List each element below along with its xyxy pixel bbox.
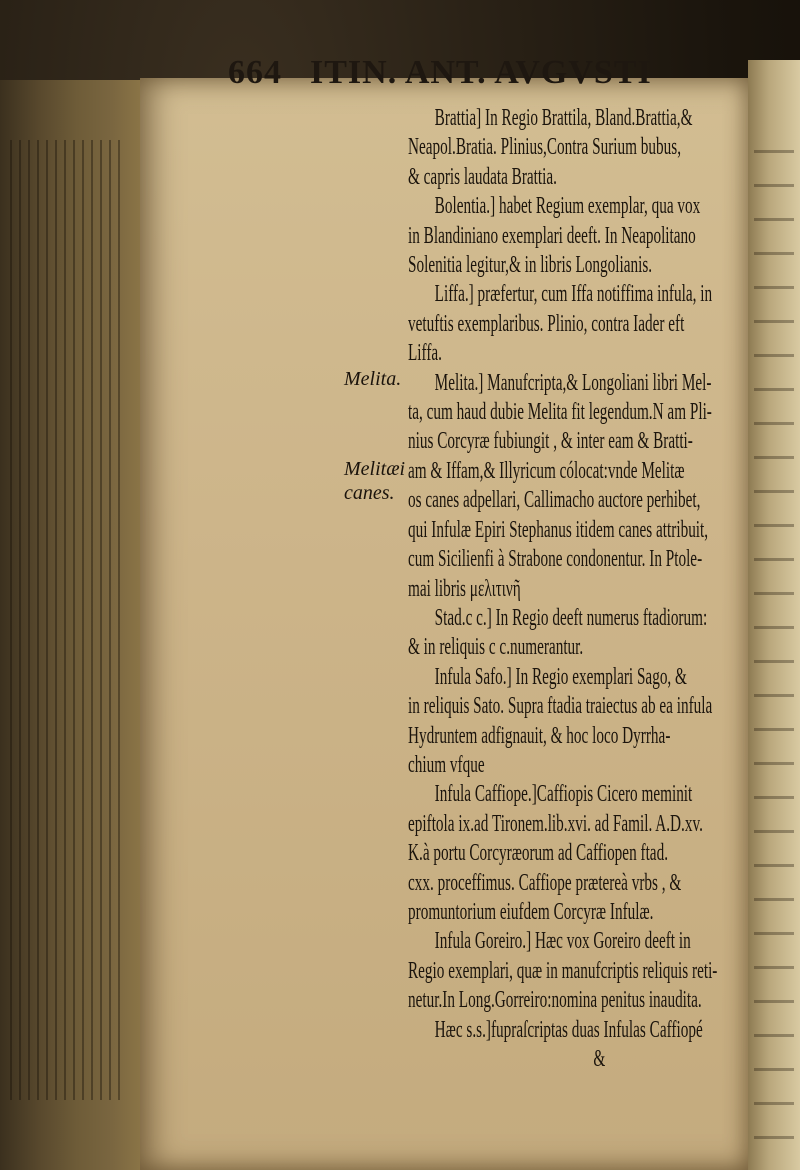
text-line: & capris laudata Brattia. — [408, 163, 557, 190]
text-line: Infula Caffiope.]Caffiopis Cicero meminit — [434, 781, 693, 808]
text-line: am & Iffam,& Illyricum cólocat:vnde Melitæ — [408, 457, 685, 484]
left-book-edge — [0, 80, 140, 1170]
text-line: K.à portu Corcyræorum ad Caffiopen ftad. — [408, 840, 669, 867]
text-line: & in reliquis c c.numerantur. — [408, 634, 584, 661]
text-line: Brattia] In Regio Brattila, Bland.Brattia,& — [434, 105, 693, 131]
text-line: mai libris μελιτινῆ — [408, 575, 521, 602]
catchword: & — [593, 1046, 606, 1072]
text-line: chium vfque — [408, 751, 485, 778]
text-line: Neapol.Bratia. Plinius,Contra Surium bubus, — [408, 134, 682, 161]
text-line: Liffa.] præfertur, cum Iffa notiffima infula, in — [434, 281, 713, 308]
text-line: in Blandiniano exemplari deeft. In Neapolitano — [408, 222, 696, 249]
text-line: Solenitia legitur,& in libris Longolianis. — [408, 252, 653, 279]
running-title: ITIN. ANT. AVGVSTI — [310, 54, 652, 91]
running-header — [228, 54, 652, 92]
margin-note-melitaei: Melitæi — [344, 458, 406, 480]
text-line: Hydruntem adfignauit, & hoc loco Dyrrha- — [408, 722, 671, 749]
text-line: Hæc s.s.]fupraſcriptas duas Infulas Caffiopé — [434, 1016, 703, 1043]
body-text — [408, 104, 800, 1074]
margin-note-canes: canes. — [344, 482, 395, 504]
text-line: vetuftis exemplaribus. Plinio, contra Iader eft — [408, 310, 685, 337]
text-line: Infula Goreiro.] Hæc vox Goreiro deeft in — [434, 928, 691, 955]
text-line: Bolentia.] habet Regium exemplar, qua vox — [434, 193, 701, 220]
text-line: cum Sicilienfi à Strabone condonentur. In Ptole- — [408, 546, 703, 573]
page-edges-texture — [10, 140, 120, 1100]
margin-note-melita: Melita. — [344, 368, 402, 390]
text-line: os canes adpellari, Callimacho auctore perhibet, — [408, 487, 701, 514]
text-line: qui Infulæ Epiri Stephanus itidem canes attribuit, — [408, 516, 709, 543]
text-line: Melita.] Manufcripta,& Longoliani libri Mel- — [434, 369, 712, 396]
text-line: Liffa. — [408, 340, 442, 367]
text-line: Regio exemplari, quæ in manufcriptis reliquis reti- — [408, 957, 718, 984]
text-line: epiftola ix.ad Tironem.lib.xvi. ad Famil. A.D.xv. — [408, 810, 703, 837]
text-line: netur.In Long.Gorreiro:nomina penitus inaudita. — [408, 987, 702, 1014]
text-line: in reliquis Sato. Supra ftadia traiectus ab ea infula — [408, 693, 713, 720]
text-line: Infula Safo.] In Regio exemplari Sago, & — [434, 663, 687, 690]
page-number: 664 — [228, 54, 282, 91]
text-line: cxx. proceffimus. Caffiope prætereà vrbs , & — [408, 869, 682, 896]
text-line: promuntorium eiufdem Corcyræ Infulæ. — [408, 898, 654, 925]
text-line: Stad.c c.] In Regio deeft numerus ftadiorum: — [434, 604, 708, 631]
text-line: nius Corcyræ fubiungit , & inter eam & Bratti- — [408, 428, 693, 455]
text-line: ta, cum haud dubie Melita fit legendum.N am Pli- — [408, 399, 712, 426]
